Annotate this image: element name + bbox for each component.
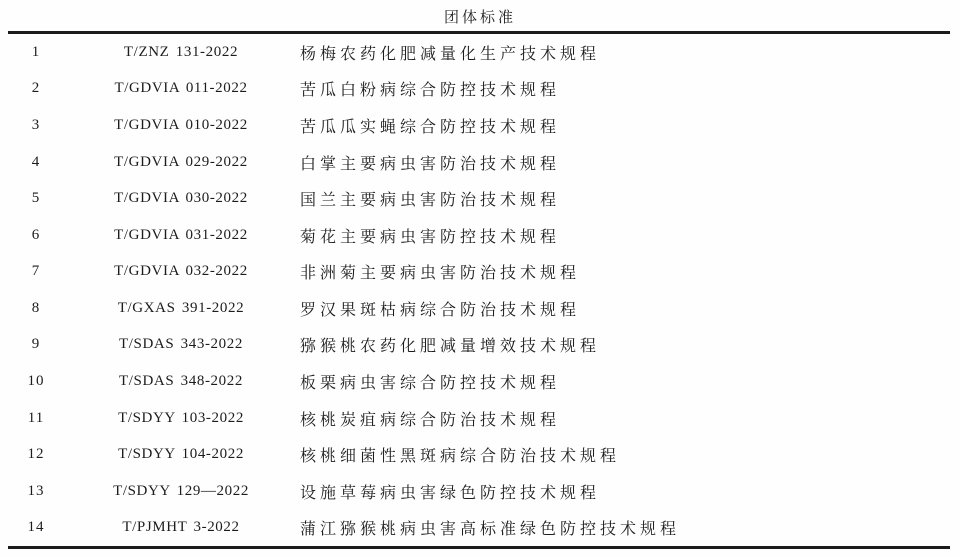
standard-code: T/GDVIA 010-2022 (114, 116, 248, 133)
table-row (8, 71, 950, 108)
standard-code: T/SDYY 103-2022 (118, 409, 244, 426)
standard-title: 白掌主要病虫害防治技术规程 (300, 155, 561, 173)
standard-title: 核桃炭疽病综合防治技术规程 (300, 411, 561, 429)
table-row (8, 436, 950, 473)
row-number: 3 (31, 116, 41, 133)
standard-title: 菊花主要病虫害防控技术规程 (300, 228, 561, 246)
table-row (8, 107, 950, 144)
table-row (8, 400, 950, 437)
row-number: 9 (31, 336, 41, 353)
table-row (8, 363, 950, 400)
standard-code: T/GDVIA 032-2022 (114, 263, 248, 280)
table-caption (0, 0, 960, 31)
standard-title: 罗汉果斑枯病综合防治技术规程 (300, 301, 581, 319)
table-row (8, 253, 950, 290)
standard-title: 猕猴桃农药化肥减量增效技术规程 (300, 338, 601, 356)
table-row (8, 510, 950, 547)
row-number: 4 (31, 153, 41, 170)
standard-title: 蒲江猕猴桃病虫害高标准绿色防控技术规程 (300, 521, 681, 539)
table-row (8, 144, 950, 181)
table-row (8, 180, 950, 217)
table-row (8, 473, 950, 510)
row-number: 2 (31, 80, 41, 97)
standard-code: T/SDYY 104-2022 (118, 446, 244, 463)
standards-table (8, 31, 950, 549)
standard-code: T/SDYY 129—2022 (113, 482, 249, 499)
standard-code: T/GDVIA 031-2022 (114, 226, 248, 243)
table-row (8, 327, 950, 364)
standard-title: 核桃细菌性黑斑病综合防治技术规程 (300, 448, 621, 466)
standard-code: T/GDVIA 029-2022 (114, 153, 248, 170)
standard-code: T/SDAS 348-2022 (119, 372, 243, 389)
standard-title: 非洲菊主要病虫害防治技术规程 (300, 265, 581, 283)
table-caption-text: 团体标准 (443, 10, 516, 26)
row-number: 11 (27, 409, 45, 426)
standard-code: T/SDAS 343-2022 (119, 336, 243, 353)
row-number: 6 (31, 226, 41, 243)
row-number: 8 (31, 299, 41, 316)
row-number: 13 (27, 482, 45, 499)
row-number: 14 (27, 519, 45, 536)
standard-title: 杨梅农药化肥减量化生产技术规程 (300, 45, 601, 63)
row-number: 5 (31, 190, 41, 207)
table-row (8, 34, 950, 71)
row-number: 10 (27, 372, 45, 389)
row-number: 1 (31, 43, 41, 60)
row-number: 12 (27, 446, 45, 463)
standard-title: 国兰主要病虫害防治技术规程 (300, 192, 561, 210)
table-row (8, 290, 950, 327)
standard-code: T/PJMHT 3-2022 (122, 519, 240, 536)
standard-code: T/GDVIA 030-2022 (114, 190, 248, 207)
standard-code: T/GDVIA 011-2022 (114, 80, 248, 97)
standard-code: T/ZNZ 131-2022 (123, 43, 239, 60)
standard-title: 苦瓜白粉病综合防控技术规程 (300, 82, 561, 100)
row-number: 7 (31, 263, 41, 280)
table-row (8, 217, 950, 254)
standard-title: 设施草莓病虫害绿色防控技术规程 (300, 484, 601, 502)
standard-title: 板栗病虫害综合防控技术规程 (300, 374, 561, 392)
standard-title: 苦瓜瓜实蝇综合防控技术规程 (300, 118, 561, 136)
standard-code: T/GXAS 391-2022 (117, 299, 245, 316)
